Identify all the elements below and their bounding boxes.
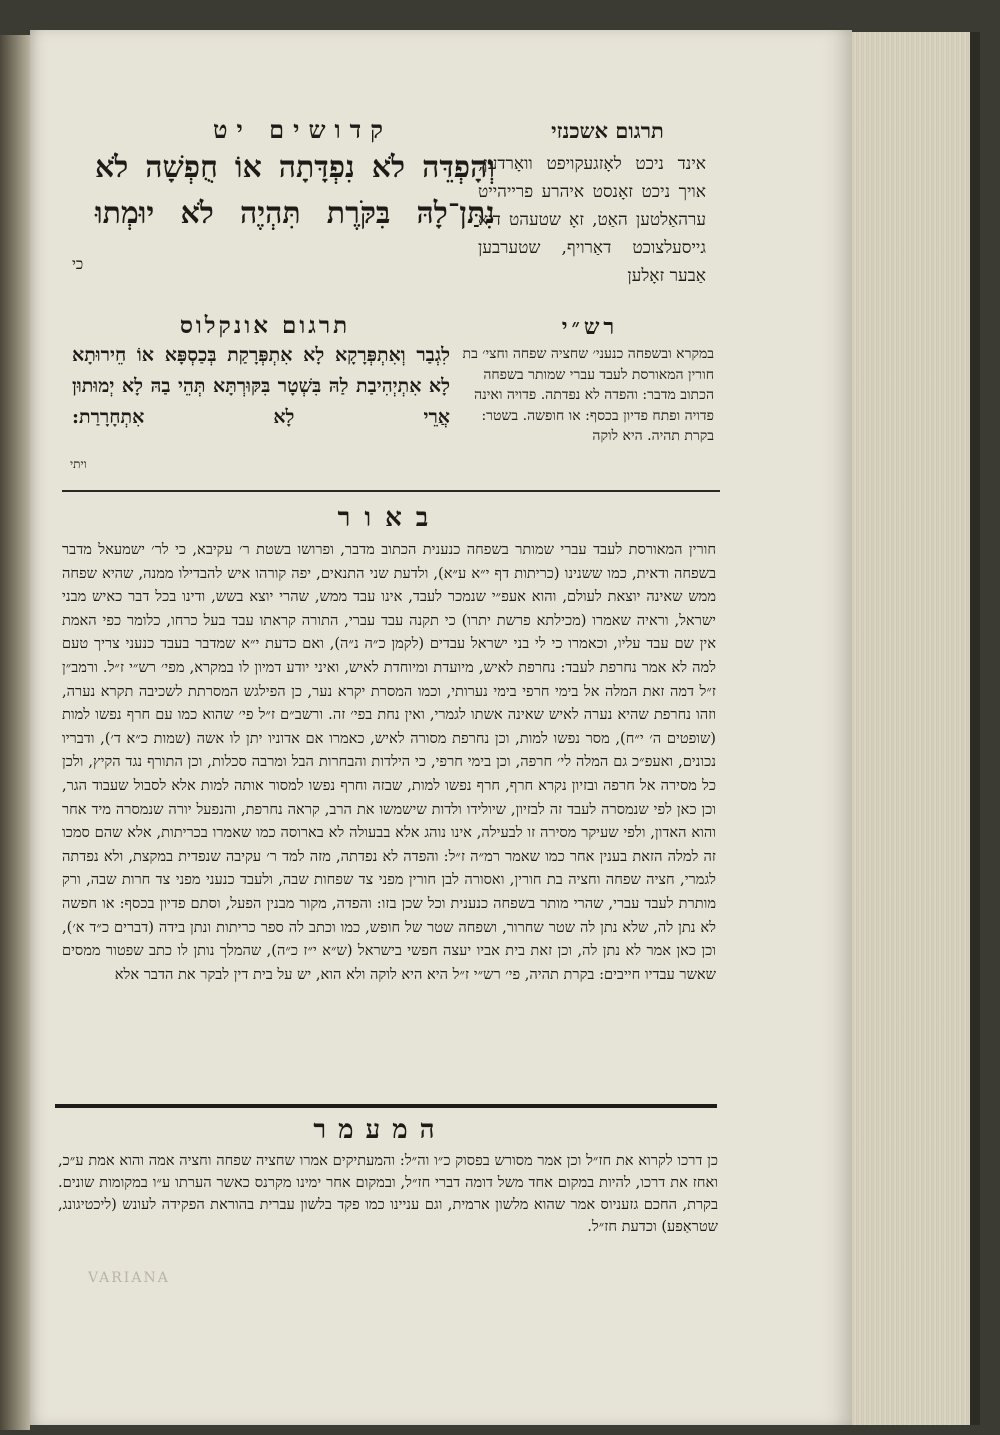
rashi-heading: רש״י (561, 314, 619, 340)
section-divider (62, 490, 720, 492)
onkelos-heading: תרגום אונקלוס (179, 312, 351, 339)
verse-catchword: כי (72, 255, 84, 273)
bleed-through-watermark: VARIANA (88, 1270, 170, 1286)
onkelos-catchword: ויתי (70, 457, 87, 471)
sefer-chapter-heading: קדושים יט (213, 115, 392, 144)
targum-ashkenazi-text: אינד ניכט לאָזגעקויפט וואָרדען, אויך ניכט זאָנסט איהרע פרייהייט ערהאַלטען האַט, זאָ שטעהט דיא גייסעלצוכט דאַרויף, שטערבען אַבער זאָלען (478, 154, 706, 286)
torah-verse: וְהָפְדֵּה לֹא נִפְדָּתָה אוֹ חֻפְשָׁה לֹא נִתַּן־לָהּ בִּקֹּרֶת תִּהְיֶה לֹא יוּמְתוּ (95, 150, 495, 231)
facing-page-edge (0, 35, 30, 1430)
hameamer-text: כן דרכו לקרוא את חז״ל וכן אמר מסורש בפסוק כ״ו וה״ל: והמעתיקים אמרו שחציה שפחה וחציה אמה והוא אמת ע״כ, ואחז את דרכו, להיות במקום אחד משל דומה דברי חז״ל, ובמקום אחר ימינו מקרנס כאשר הערתו ע״ו במקומות שונים. בקרת, החכם גזעניוס אמר שהוא מלשון ארמית, וגם עניינו כמו פקד בלשון עברית בהוראת הפקידה לעונש (ליכטיגונג, שטראַפע) וכדעת חז״ל. (58, 1152, 718, 1235)
onkelos-text: לִגְבַר וְאִתְפְּרָקָא לָא אִתְפְּרָקַת בְּכַסְפָּא אוֹ חֵירוּתָא לָא אִתְיְהִיבַת לַהּ בִּשְׁטָר בִּקּוּרְתָּא תְּהֵי בַהּ לָא יְמוּתוּן אֲרֵי לָא אִתְחָרָרַת: (72, 344, 450, 428)
rashi-commentary: במקרא ובשפחה כנעני׳ שחציה שפחה וחצי׳ בת חורין המאורסת לעבד עברי שמותר בשפחה הכתוב מדבר: והפדה לא נפדתה. פדויה ואינה פדויה ופתח פדיון בכסף: או חופשה. בשטר: בקרת תהיה. היא לוקה (462, 346, 714, 444)
page-stack-edge (852, 32, 980, 1425)
section-divider-thick (55, 1104, 717, 1108)
hameamer-heading: המעמר (313, 1115, 447, 1145)
biur-commentary: חורין המאורסת לעבד עברי שמותר בשפחה כנענית הכתוב מדבר, ופרושו בשטת ר׳ עקיבא, כי לר׳ ישמעאל מדבר בשפחה ודאית, כמו ששנינו (כריתות דף י״א ע״א), ולדעת שני התנאים, יפה קורהו איש להבדילו ממנה, שהיא שפחה ממש שאינה יוצאת לעולם, והוא אעפ״י שנמכר לעבד, אינו עבד ממש, שהרי יוצא בשש, ודינו בכל דבר כאיש מבני ישראל, וראיה שאמרו (מכילתא פרשת יתרו) כי תקנה עבד עברי, התורה קראתו עבד בעל כרחו, כלומר כפי האמת אין שם עבד עליו, וכאמרו כי לי בני ישראל עבדים (לקמן כ״ה נ״ה), ואם כדעת י״א שמדבר בעבד כנעני צריך טעם למה לא אמר נחרפת לעבד: נחרפת לאיש, מיועדת ומיוחדת לאיש, ואיני יודע דמיון לו במקרא, מפי׳ רש״י ז״ל. ורמב״ן ז״ל דמה זאת המלה אל בימי חרפי בימי נערותי, וכמו המסרת יקרא נער, כן הפילגש המסרתת לשכיבה תקרא נערה, וזהו נחרפת שהיא נערה לאיש שאינה אשתו לגמרי, ואין נחת בפי׳ זה. ורשב״ם ז״ל פי׳ שהוא כמו עם חרף נפשו למות (שופטים ה׳ י״ח), מסר נפשו למות, וכן נחרפת מסורה לאיש, כאמרו אם אדוניו יתן לו אשה (שמות כ״א ד׳), ודבריו נכונים, ואעפ״כ גם המלה לי׳ חרפה, וכן בימי חרפי, כי הילדות והבחרות הבל ומרבה סכלות, וכן התורף נגד הקיץ, ולכן כל מסירה אל חרפה ובזיון נקרא חרף, חרף נפשו למות, שבזה וחרף נפשו למסור אותה למות אלא לסבול שעבוד הגר, וכן כאן לפי שנמסרה לעבד זה לבזיון, שיולידו ולדות שישמשו את הרב, קראה נחרפת, והנפעל יורה שנמסרה מיד אחר והוא האדון, ולפי שעיקר מסירה זו לבעילה, אינו נוהג אלא בבעולה לא בארוסה כמו שאמרו בכריתות, אלא שהם סמכו זה למלה הזאת בענין אחר כמו שאמר רמ״ה ז״ל: והפדה לא נפדתה, מזה למד ר׳ עקיבה שנפדית במקצת, ולא נפדתה לגמרי, חציה שפחה וחציה בת חורין, ואסורה לבן חורין מפני צד שפחות שבה, ולעבד כנעני מפני צד חרות שבה, ורק מותרת לעבד עברי, שהרי מותר בשפחה כנענית וכל שכן בזו: והפדה, מקור מבנין הפעל, וסתם פדיון בכסף: או חפשה לא נתן לה, שלא נתן לה שטר שחרור, ושפחה שטר של חופש, כמו וכתב לה ספר כריתות ונתן בידה (דברים כ״ד א׳), וכן כאן אמר לא נתן לה, וכן זאת בית אביו יעצה חפשי בישראל (ש״א י״ז כ״ה), שהמלך נותן לו כתב שפטור ממסים שאשר עבדיו חייבים: בקרת תהיה, פי׳ רש״י ז״ל היא היא לוקה ולא הוא, יש על בית דין לבקר את הדבר אלא (62, 541, 716, 983)
targum-ashkenazi-heading: תרגום אשכנזי (551, 118, 664, 143)
biur-heading: באור (337, 503, 443, 533)
